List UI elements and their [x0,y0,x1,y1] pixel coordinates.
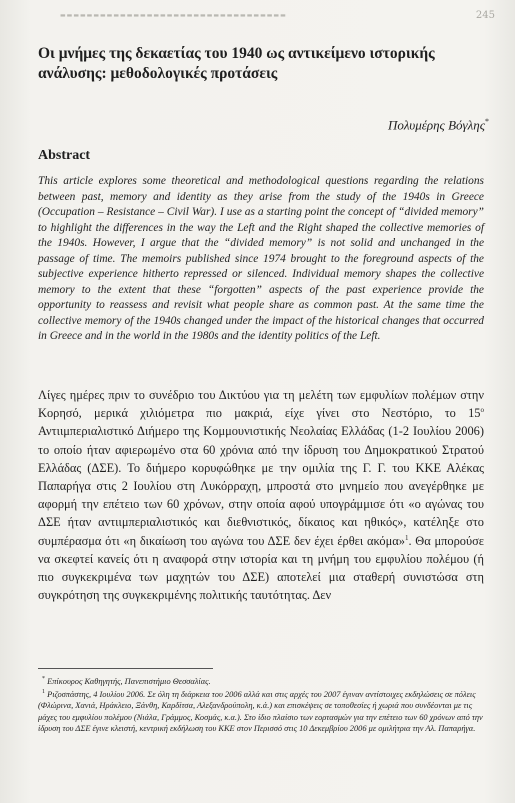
running-head: ▬▬▬▬▬▬▬▬▬▬▬▬▬▬▬▬▬▬▬▬▬▬▬▬▬▬▬▬▬▬▬▬▬▬ [60,12,287,19]
footnote-mark: 1 [42,689,45,696]
footnote-reference-1[interactable]: 1 [404,533,409,542]
footnote-text: Ριζοσπάστης, 4 Ιουλίου 2006. Σε όλη τη διάρκεια του 2006 αλλά και στις αρχές του 2007 έγιναν αντίστοιχες εκδηλώσεις σε πόλεις (Φλώρινα, Χανιά, Ηράκλειο, Ξάνθη, Καρδίτσα, Αλεξανδρούπολη, κ.ά.) και επισκέψεις σε τοποθεσίες ή χωριά που συνδέονται με τις μάχες του εμφυλίου πολέμου (Νιάλα, Γράμμος, Κοσμάς, κ.α.). Στο ίδιο πλαίσιο των εορτασμών για την επέτειο των 60 χρόνων από την ίδρυση του ΔΣΕ έγινε κλειστή, κεντρική εκδήλωση του ΚΚΕ στον Περισσό στις 10 Δεκεμβρίου 2006 με ομιλήτρια την Αλ. Παπαρήγα. [38,690,483,734]
author-name-text: Πολυμέρης Βόγλης [387,117,485,133]
body-text-part-1: Λίγες ημέρες πριν το συνέδριο του Δικτύου για τη μελέτη των εμφυλίων πολέμων στην Κορησό, μερικά χιλιόμετρα πιο μακριά, είχε γίνει στο Νεστόριο, το 15 [38,388,484,421]
article-title: Οι μνήμες της δεκαετίας του 1940 ως αντικείμενο ιστορικής ανάλυσης: μεθοδολογικές προτάσεις [38,45,435,82]
footnote-author [38,674,484,687]
abstract-heading: Abstract [38,148,91,163]
page-number: 245 [475,10,495,21]
body-text-part-3: . Θα μπορούσε να σκεφτεί κανείς ότι η αναφορά στην ιστορία και τη μνήμη του εμφυλίου πολέμου (ή πιο συγκεκριμένα των μαχητών του ΔΣΕ) αποτελεί μια σταθερή συνιστώσα στη συγκρότηση της συγκεκριμένης πολιτικής ταυτότητας. Δεν [38,533,484,603]
abstract-text: This article explores some theoretical and methodological questions regarding the relations between past, memory and identity as they arise from the study of the 1940s in Greece (Occupation – Resistance – Civil War). I use as a starting point the concept of “divided memory” to highlight the differences in the way the Left and the Right shaped the collective memories of the 1940s. However, I argue that the “divided memory” is not solid and unchanged in the passage of time. The memoirs published since 1974 brought to the foreground aspects of the subjective experience hitherto repressed or silenced. Individual memory shapes the collective memory to the extent that these “forgotten” aspects of the past experience provide the opportunity to reassess and revisit what people share as common past. At the same time the collective memory of the 1940s changed under the impact of the historical changes that occurred in Greece and in the world in the 1980s and the identity politics of the Left. [38,175,484,342]
footnote-divider [38,668,213,669]
author-name [388,117,489,133]
ordinal-superscript: ο [480,406,484,415]
footnotes [38,674,484,735]
body-paragraph [38,386,484,604]
footnote-1 [38,687,484,734]
footnote-mark: * [42,676,45,682]
body-text-part-2: Αντιιμπεριαλιστικό Διήμερο της Κομμουνιστικής Νεολαίας Ελλάδας (1-2 Ιουλίου 2006) το οποίο ήταν αφιερωμένο στα 60 χρόνια από την ίδρυση του Δημοκρατικού Στρατού Ελλάδας (ΔΣΕ). Το διήμερο κορυφώθηκε με την ομιλία της Γ. Γ. του ΚΚΕ Αλέκας Παπαρήγα στις 2 Ιουλίου στη Λυκόρραχη, μπροστά στο μνημείο που ανεγέρθηκε με αφορμή την επέτειο των 60 χρόνων, στην οποία αφού υπογράμμισε ότι «ο αγώνας του ΔΣΕ ήταν αντιιμπεριαλιστικός και διεθνιστικός, δίκαιος και ηθικός», κατέληξε στο συμπέρασμα ότι «η δικαίωση του αγώνα του ΔΣΕ δεν έχει έρθει ακόμα» [38,424,484,548]
author-footnote-mark: * [485,117,489,126]
footnote-text: Επίκουρος Καθηγητής, Πανεπιστήμιο Θεσσαλίας. [45,676,211,686]
